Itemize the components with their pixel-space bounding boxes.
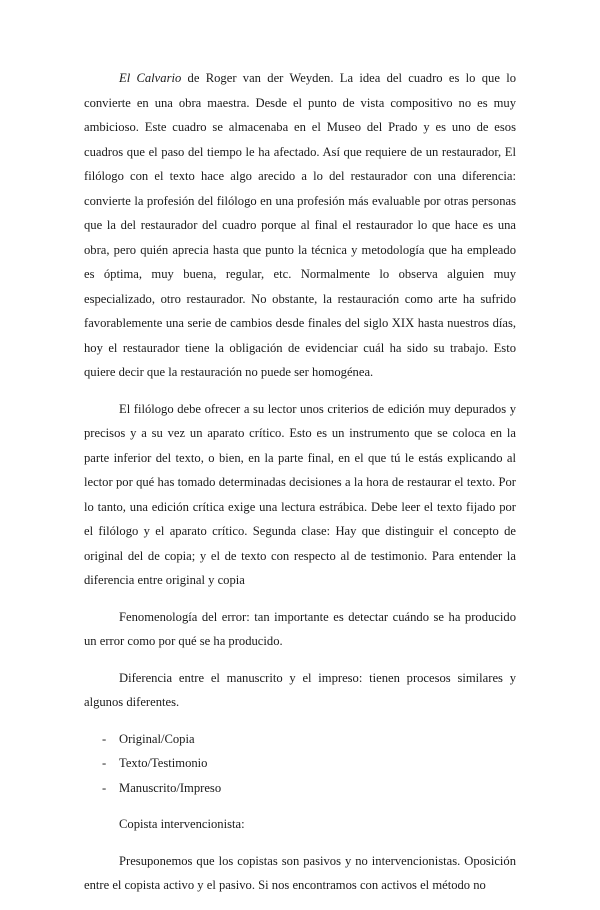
list-item xyxy=(84,727,516,752)
list-item-text: Manuscrito/Impreso xyxy=(119,780,222,795)
list-item xyxy=(84,776,516,801)
document-body xyxy=(84,66,516,910)
concept-list xyxy=(84,727,516,801)
list-item-text: Texto/Testimonio xyxy=(119,756,208,770)
list-bullet: - xyxy=(102,780,107,795)
list-item xyxy=(84,751,516,776)
list-bullet: - xyxy=(102,756,107,770)
paragraph-diferencia: Diferencia entre el manuscrito y el impreso: tienen procesos similares y algunos diferentes. xyxy=(84,670,516,709)
paragraph-copistas: Presuponemos que los copistas son pasivos y no intervencionistas. Oposición entre el copista activo y el pasivo. Si nos encontramos con activos el método no xyxy=(84,853,516,892)
paragraph-filologo: El filólogo debe ofrecer a su lector unos criterios de edición muy depurados y precisos y a su vez un aparato crítico. Esto es un instrumento que se coloca en la parte inferior del texto, o bien, en la parte final, en el que tú le estás explicando al lector por qué has tomado determinadas decisiones a la hora de restaurar el texto. Por lo tanto, una edición crítica exige una lectura estrábica. Debe leer el texto fijado por el filólogo y el aparato crítico. Segunda clase: Hay que distinguir el concepto de original del de copia; y el de texto con respecto al de testimonio. Para entender la diferencia entre original y copia xyxy=(84,401,516,587)
paragraph-copista-heading: Copista intervencionista: xyxy=(119,817,245,831)
list-item-text: Original/Copia xyxy=(119,731,195,746)
artwork-title: El Calvario xyxy=(119,71,182,85)
paragraph-calvario-text: de Roger van der Weyden. La idea del cuadro es lo que lo convierte en una obra maestra. Desde el punto de vista compositivo no es muy ambicioso. Este cuadro se almacenaba en el Museo del Prado y es uno de esos cuadros que el paso del tiempo le ha afectado. Así que requiere de un restaurador, El filólogo con el texto hace algo arecido a lo del restaurador con una diferencia: convierte la profesión del filólogo en una profesión más evaluable por otras personas que la del restaurador del cuadro porque al final el restaurador lo que hace es una obra, pero quién aprecia hasta que punto la técnica y metodología que ha empleado es óptima, muy buena, regular, etc. Normalmente lo observa alguien muy especializado, otro restaurador. No obstante, la restauración como arte ha sufrido favorablemente una serie de cambios desde finales del siglo XIX hasta nuestros días, hoy el restaurador tiene la obligación de evidenciar cuál ha sido su trabajo. Esto quiere decir que la restauración no puede ser homogénea. xyxy=(84,71,516,379)
paragraph-fenomenologia: Fenomenología del error: tan importante es detectar cuándo se ha producido un error como por qué se ha producido. xyxy=(84,609,516,648)
paragraph-calvario xyxy=(84,66,516,385)
list-bullet: - xyxy=(102,731,107,746)
